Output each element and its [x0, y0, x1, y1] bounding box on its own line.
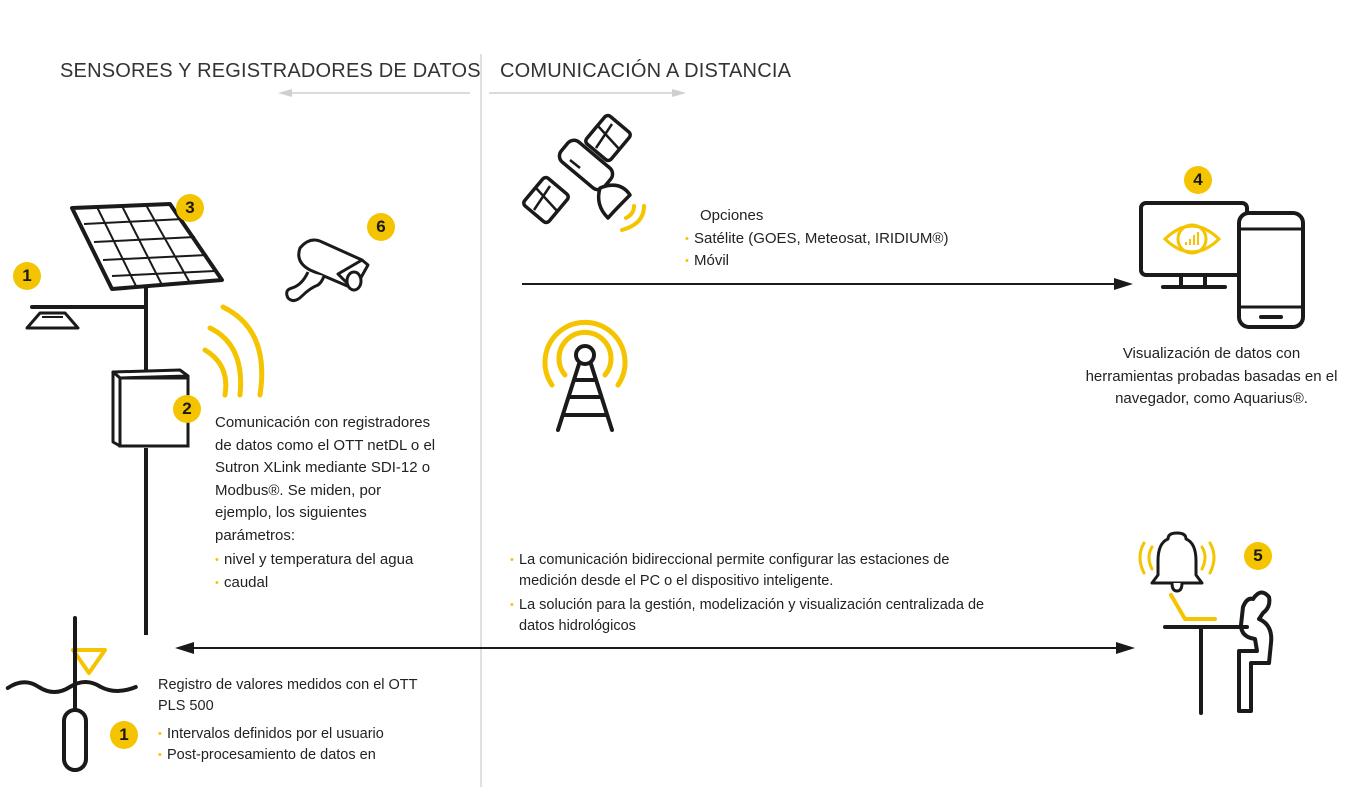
parameter-item: • nivel y temperatura del agua	[215, 549, 485, 572]
bidirectional-item	[510, 550, 1110, 592]
radio-tower-icon	[530, 305, 640, 435]
section-title-sensors: SENSORES Y REGISTRADORES DE DATOS	[60, 60, 481, 82]
bidirectional-line: medición desde el PC o el dispositivo inteligente.	[519, 573, 834, 589]
visualization-line: navegador, como Aquarius®.	[1115, 390, 1308, 407]
datalogger-line: Modbus®. Se miden, por	[215, 481, 382, 499]
badge-1-bottom: 1	[110, 721, 138, 749]
datalogger-description	[215, 412, 485, 594]
pls-description	[158, 675, 478, 766]
user-at-laptop-icon	[1155, 585, 1295, 715]
badge-5: 5	[1244, 542, 1272, 570]
bidirectional-line: • La comunicación bidireccional permite configurar las estaciones de	[519, 552, 950, 568]
section-title-remote-communication: COMUNICACIÓN A DISTANCIA	[500, 60, 792, 82]
bidirectional-item	[510, 595, 1110, 637]
datalogger-line: ejemplo, los siguientes	[215, 504, 367, 521]
pls-item: • Post-procesamiento de datos en	[158, 745, 478, 766]
bidirectional-arrow-icon	[175, 642, 1135, 654]
badge-3: 3	[176, 194, 204, 222]
badge-2: 2	[173, 395, 201, 423]
option-item: • Móvil	[685, 250, 948, 273]
visualization-line: herramientas probadas basadas en el	[1085, 367, 1338, 385]
badge-1-top: 1	[13, 262, 41, 290]
visualization-description	[1060, 343, 1363, 411]
pls-item: • Intervalos definidos por el usuario	[158, 724, 478, 745]
satellite-icon	[520, 110, 650, 240]
datalogger-line: parámetros:	[215, 526, 296, 544]
arrow-left-icon	[278, 89, 470, 97]
pls-line: PLS 500	[158, 698, 214, 714]
cctv-camera-icon	[280, 230, 380, 310]
monitor-eye-icon	[1135, 195, 1315, 335]
arrow-to-visualization-icon	[522, 278, 1133, 290]
arrow-right-icon	[489, 89, 686, 97]
parameter-item: • caudal	[215, 572, 485, 595]
bidirectional-line: • La solución para la gestión, modelización y visualización centralizada de	[519, 597, 985, 613]
badge-4: 4	[1184, 166, 1212, 194]
water-level-sensor-icon	[0, 615, 110, 765]
badge-6: 6	[367, 213, 395, 241]
wireless-signal-icon	[195, 295, 285, 405]
datalogger-line: de datos como el OTT netDL o el	[215, 436, 436, 454]
datalogger-line: Comunicación con registradores	[215, 414, 431, 431]
datalogger-line: Sutron XLink mediante SDI-12 o	[215, 459, 431, 476]
option-item: • Satélite (GOES, Meteosat, IRIDIUM®)	[685, 228, 948, 251]
bidirectional-line: datos hidrológicos	[519, 618, 636, 634]
options-title: Opciones	[700, 207, 764, 224]
visualization-line: Visualización de datos con	[1122, 345, 1301, 362]
smartphone-icon	[1239, 213, 1303, 327]
bidirectional-description	[510, 550, 1110, 637]
pls-line: Registro de valores medidos con el OTT	[158, 677, 418, 693]
options-block	[694, 205, 949, 273]
radar-sensor-icon	[27, 313, 78, 328]
